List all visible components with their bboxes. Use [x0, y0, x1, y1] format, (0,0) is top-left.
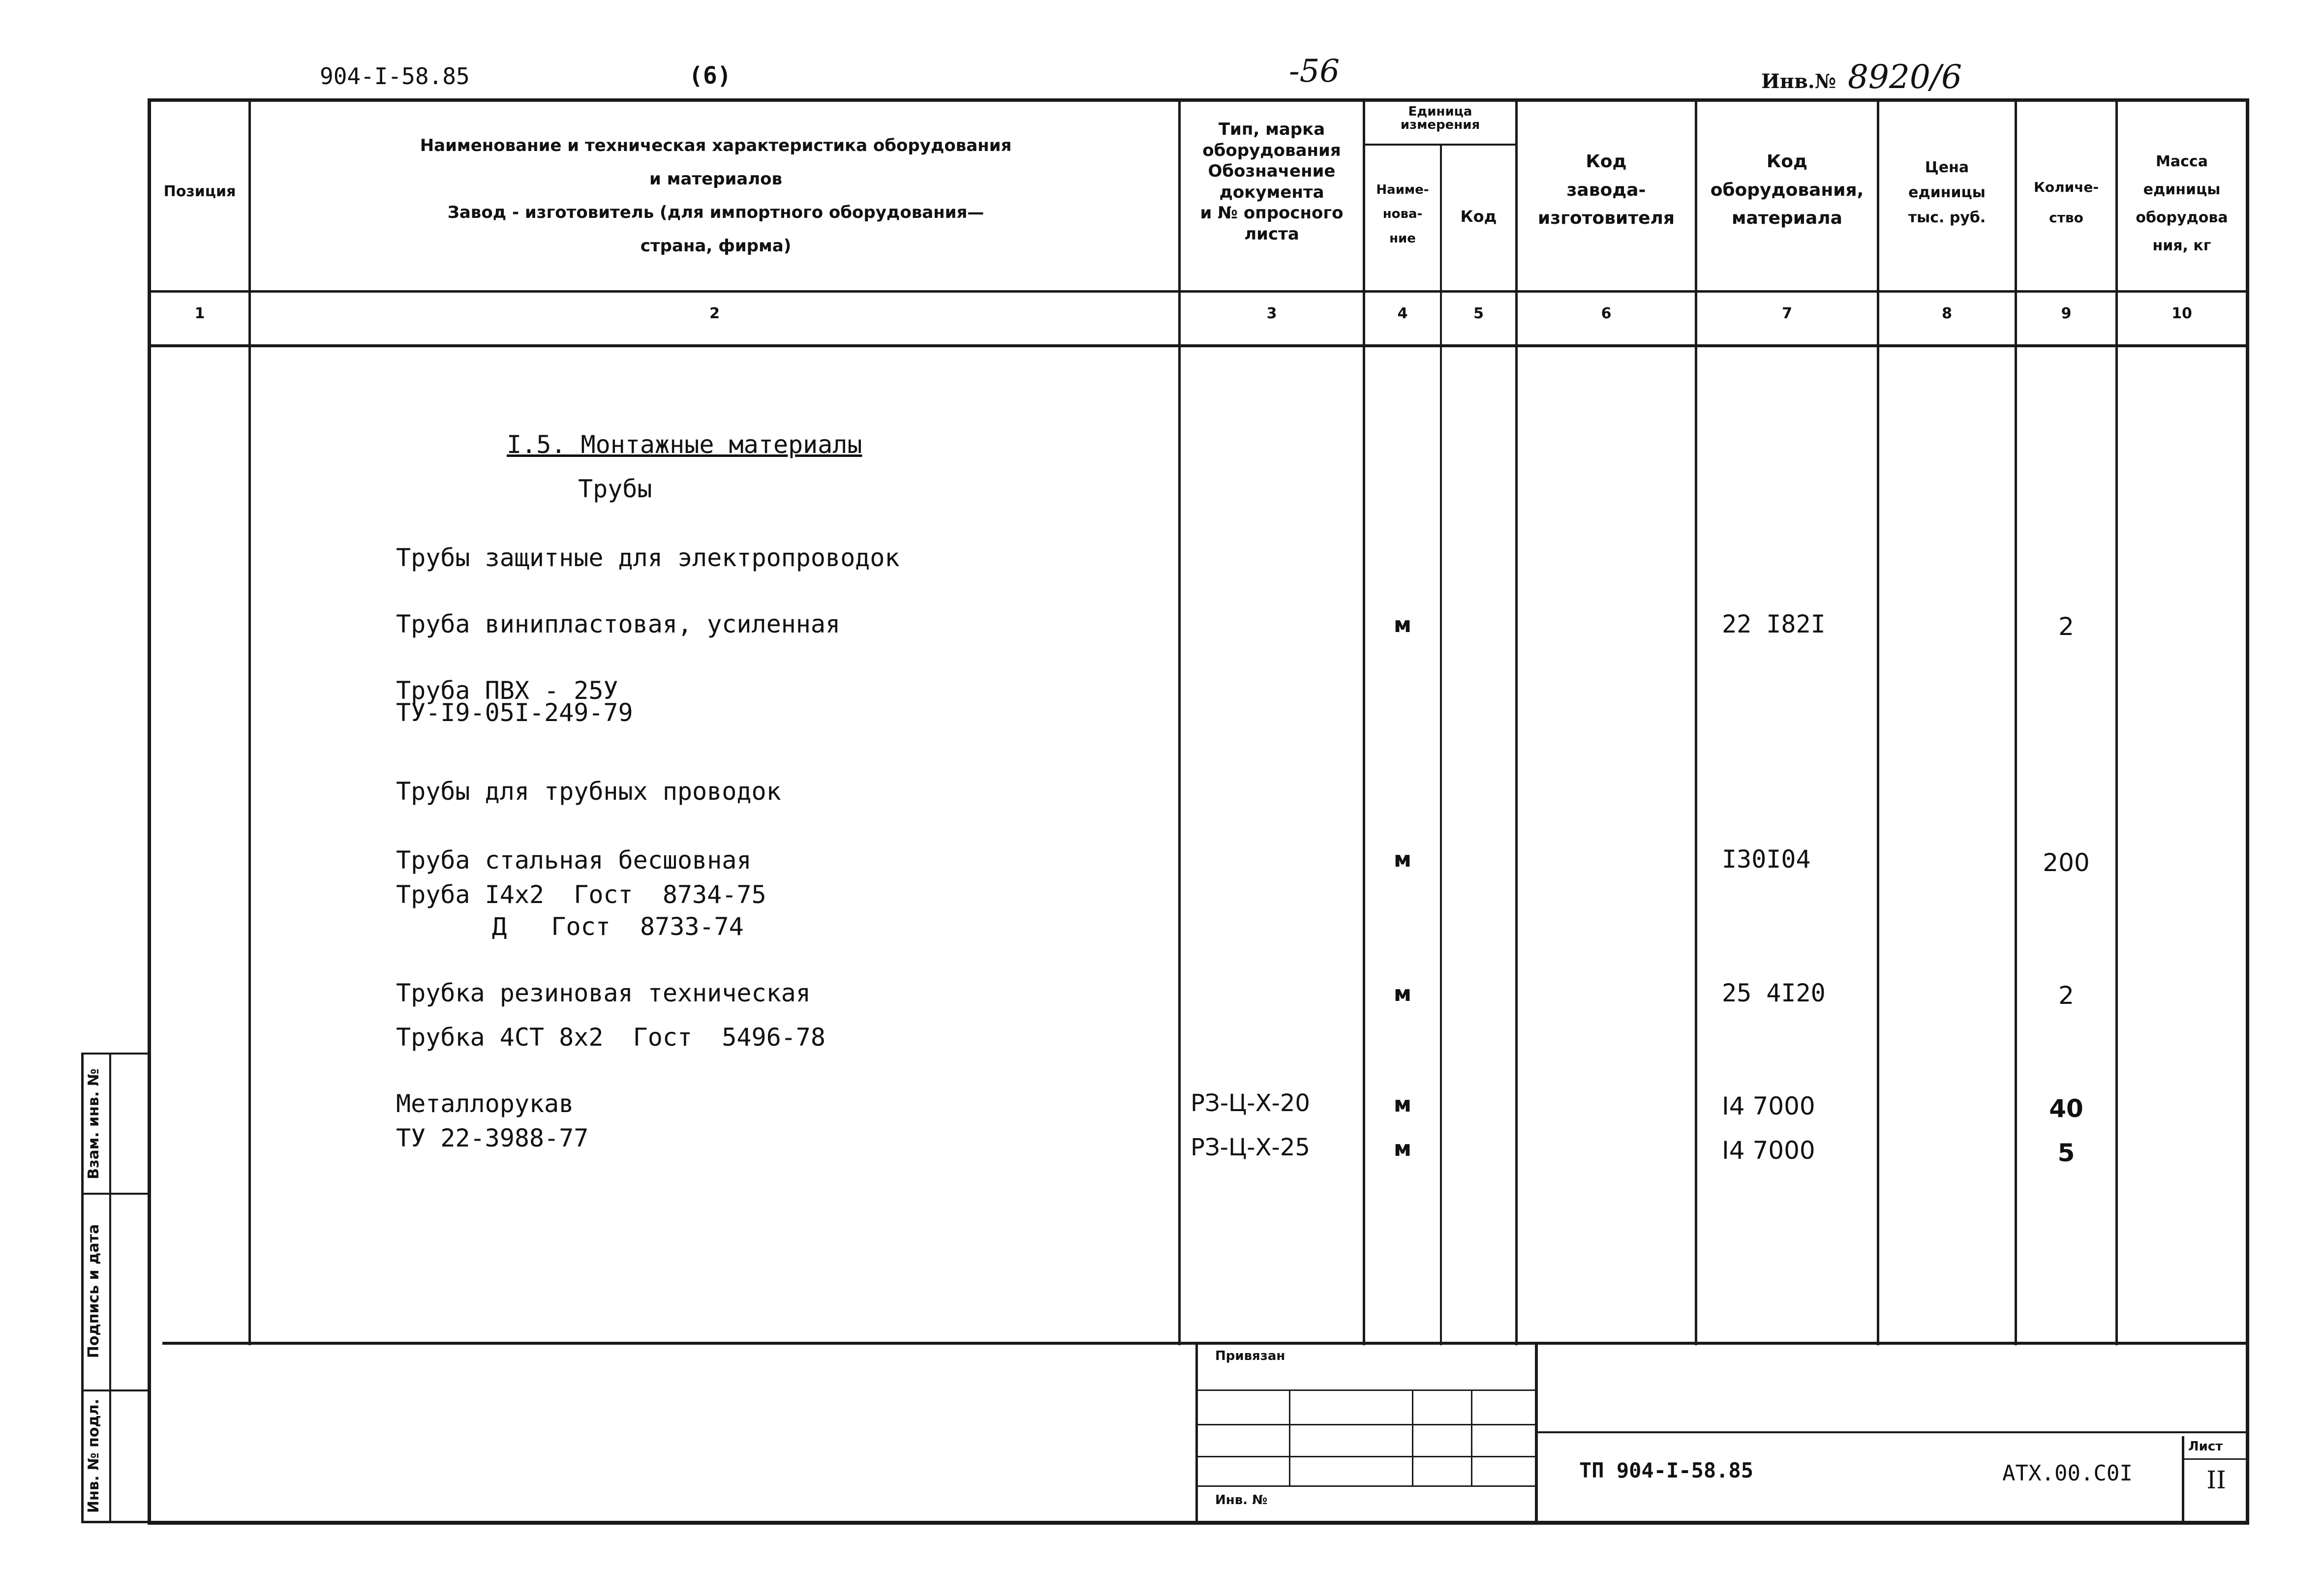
item-vinyl-pipe-name: Труба винипластовая, усиленная — [396, 610, 841, 638]
colnum-3: 3 — [1266, 305, 1277, 322]
header-unit-group: Единица измерения — [1400, 104, 1480, 133]
group-protective-pipes: Трубы защитные для электропроводок — [396, 543, 900, 572]
colnum-bottom-line — [148, 344, 2248, 347]
col-line-1 — [248, 98, 251, 1345]
group-conduit-pipes: Трубы для трубных проводок — [396, 777, 781, 806]
colnum-8: 8 — [1942, 305, 1952, 322]
colnum-7: 7 — [1782, 305, 1792, 322]
item-rubber-tube-unit: м — [1394, 981, 1411, 1006]
header-type: Тип, марка оборудования Обозначение документа и № опросного листа — [1200, 120, 1344, 244]
project-code: ТП 904-I-58.85 — [1579, 1458, 1754, 1482]
sheet-box-mid — [2182, 1458, 2248, 1460]
side-stamp-mid — [109, 1053, 111, 1522]
inventory-stamp — [1761, 58, 1962, 96]
tb-grid-v3 — [1471, 1389, 1472, 1485]
frame-left — [148, 98, 151, 1525]
tb-grid-h3 — [1198, 1456, 1535, 1457]
page-number: -56 — [1289, 53, 1340, 90]
side-stamp-top — [81, 1053, 150, 1055]
frame-top — [148, 98, 2248, 102]
item-rubber-tube-code: 25 4I20 — [1722, 979, 1826, 1007]
item-rubber-tube-qty: 2 — [2058, 981, 2074, 1010]
col-line-6 — [1695, 98, 1697, 1345]
side-replace-inv: Взам. инв. № — [85, 1068, 102, 1179]
item-metal-hose-unit1: м — [1394, 1092, 1411, 1117]
linked-label: Привязан — [1215, 1349, 1285, 1363]
col-line-4 — [1440, 145, 1442, 1345]
sheet-label: Лист — [2188, 1439, 2223, 1454]
side-signature-date: Подпись и дата — [85, 1224, 102, 1358]
colnum-4: 4 — [1397, 305, 1408, 322]
tb-grid-h1 — [1198, 1389, 1535, 1391]
item-steel-pipe-line1: Труба стальная бесшовная — [396, 846, 752, 875]
title-block-divider-a — [1195, 1343, 1198, 1522]
colnum-9: 9 — [2061, 305, 2072, 322]
subsection-title: Трубы — [578, 475, 652, 503]
colnum-6: 6 — [1601, 305, 1612, 322]
header-unit-name: Наиме- нова- ние — [1376, 182, 1429, 246]
colnum-10: 10 — [2171, 305, 2192, 322]
side-original-inv: Инв. № подл. — [85, 1398, 102, 1513]
tb-grid-h2 — [1198, 1424, 1535, 1425]
tb-right-line — [1538, 1431, 2248, 1433]
item-steel-pipe-line2: Труба I4x2 Гост 8734-75 — [396, 880, 766, 909]
tb-grid-v2 — [1412, 1389, 1413, 1485]
frame-right — [2246, 98, 2249, 1525]
header-unit-mass: Масса единицы оборудова ния, кг — [2136, 153, 2228, 254]
header-quantity: Количе- ство — [2033, 179, 2099, 226]
item-vinyl-pipe-code: 22 I82I — [1722, 610, 1826, 638]
item-rubber-tube-line1: Трубка резиновая техническая — [396, 979, 811, 1007]
item-steel-pipe-qty: 200 — [2043, 848, 2090, 877]
header-unit-price: Цена единицы тыс. руб. — [1908, 159, 1986, 226]
item-metal-hose-type1: РЗ-Ц-Х-20 — [1191, 1089, 1310, 1117]
frame-bottom — [148, 1521, 2249, 1525]
item-steel-pipe-line3: Д Гост 8733-74 — [492, 912, 744, 941]
header-name: Наименование и техническая характеристика оборудования и материалов Завод - изготовитель (для импортного оборудования— страна, фирма) — [420, 136, 1012, 256]
item-metal-hose-code2: I4 7000 — [1722, 1136, 1815, 1165]
item-metal-hose-line2: ТУ 22-3988-77 — [396, 1124, 589, 1152]
doc-code: 904-I-58.85 — [320, 63, 470, 90]
title-block-top-line — [162, 1342, 2248, 1345]
item-metal-hose-code1: I4 7000 — [1722, 1092, 1815, 1120]
col-line-7 — [1877, 98, 1879, 1345]
item-rubber-tube-line2: Трубка 4СТ 8x2 Гост 5496-78 — [396, 1023, 826, 1052]
item-metal-hose-type2: РЗ-Ц-Х-25 — [1191, 1134, 1310, 1161]
item-metal-hose-qty2: 5 — [2057, 1139, 2075, 1167]
tb-grid-h4 — [1198, 1485, 1535, 1487]
item-pvc-pipe-line2: ТУ-I9-05I-249-79 — [396, 698, 633, 727]
colnum-1: 1 — [194, 305, 205, 322]
header-bottom-line — [148, 290, 2248, 293]
tb-grid-v1 — [1289, 1389, 1290, 1485]
col-line-9 — [2115, 98, 2118, 1345]
sheet-number-box: II — [2206, 1466, 2226, 1494]
side-stamp-left — [81, 1053, 84, 1522]
unit-group-line — [1363, 144, 1515, 146]
inventory-label: Инв.№ — [1761, 70, 1836, 93]
col-line-5 — [1515, 98, 1518, 1345]
item-steel-pipe-unit: м — [1394, 847, 1411, 872]
item-steel-pipe-code: I30I04 — [1722, 845, 1811, 874]
header-material-code: Код оборудования, материала — [1710, 151, 1864, 229]
section-title: I.5. Монтажные материалы — [507, 430, 862, 459]
colnum-2: 2 — [709, 305, 720, 322]
item-metal-hose-qty1: 40 — [2049, 1094, 2083, 1123]
sheet-code: АТХ.00.С0I — [2002, 1461, 2133, 1486]
inventory-no-label: Инв. № — [1215, 1493, 1268, 1508]
item-pvc-pipe-line1: Труба ПВХ - 25У — [396, 676, 618, 705]
col-line-2 — [1178, 98, 1181, 1345]
side-stamp-h1 — [81, 1193, 150, 1195]
header-factory-code: Код завода- изготовителя — [1537, 151, 1675, 229]
item-vinyl-pipe-unit: м — [1394, 612, 1411, 637]
item-vinyl-pipe-qty: 2 — [2058, 612, 2074, 641]
inventory-value: 8920/6 — [1847, 58, 1962, 96]
header-unit-code: Код — [1460, 207, 1497, 226]
sheet-number: (6) — [689, 62, 732, 90]
item-metal-hose-line1: Металлорукав — [396, 1089, 574, 1118]
colnum-5: 5 — [1473, 305, 1484, 322]
header-position: Позиция — [163, 183, 236, 200]
item-metal-hose-unit2: м — [1394, 1136, 1411, 1161]
